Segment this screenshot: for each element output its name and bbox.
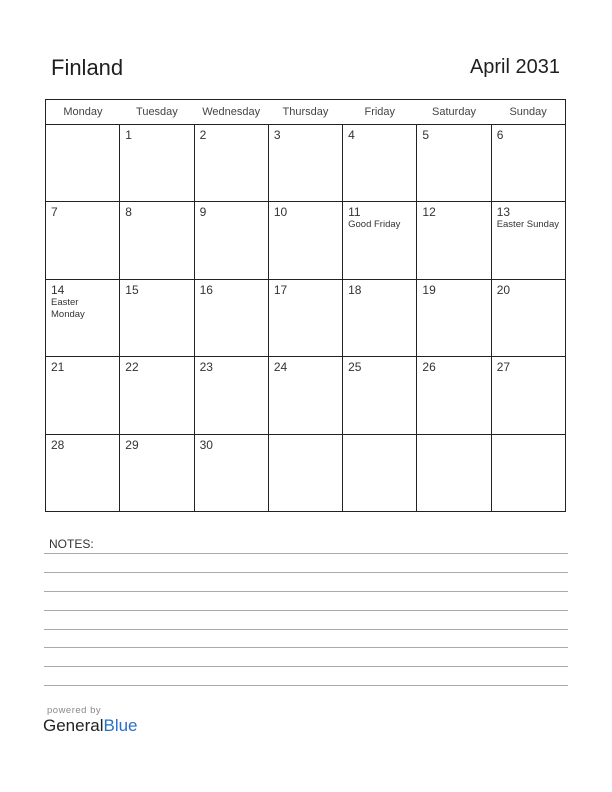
day-cell bbox=[268, 279, 342, 356]
note-line bbox=[44, 629, 568, 630]
calendar-body bbox=[46, 125, 566, 512]
day-cell bbox=[46, 202, 120, 279]
day-number: 19 bbox=[422, 282, 436, 297]
day-number: 8 bbox=[125, 205, 132, 220]
day-cell bbox=[417, 279, 491, 356]
day-cell bbox=[417, 202, 491, 279]
note-line bbox=[44, 647, 568, 648]
day-cell bbox=[194, 202, 268, 279]
day-cell bbox=[268, 357, 342, 434]
day-number: 21 bbox=[51, 360, 65, 375]
week-row bbox=[46, 202, 566, 279]
day-number: 4 bbox=[348, 128, 355, 142]
day-number: 29 bbox=[125, 437, 139, 452]
week-row bbox=[46, 279, 566, 356]
day-number: 18 bbox=[348, 282, 362, 297]
weekday-header: Thursday bbox=[268, 100, 342, 125]
day-number: 2 bbox=[199, 128, 207, 142]
weekday-header: Monday bbox=[46, 100, 120, 125]
day-number: 28 bbox=[51, 437, 65, 452]
note-line bbox=[44, 553, 568, 554]
logo-blue-text: Blue bbox=[103, 716, 138, 735]
day-cell bbox=[343, 125, 417, 202]
day-number: 12 bbox=[422, 205, 436, 220]
day-cell bbox=[417, 434, 491, 511]
note-line bbox=[44, 572, 568, 573]
day-cell bbox=[491, 125, 565, 202]
logo-general-text: General bbox=[43, 716, 104, 735]
note-line bbox=[44, 610, 568, 611]
day-number: 5 bbox=[422, 128, 430, 142]
notes-label: NOTES: bbox=[49, 537, 94, 551]
day-cell bbox=[343, 279, 417, 356]
powered-by-text: powered by bbox=[47, 705, 102, 716]
day-cell bbox=[46, 125, 120, 202]
day-number: 24 bbox=[273, 360, 288, 375]
day-number: 1 bbox=[125, 128, 132, 142]
day-number: 22 bbox=[125, 360, 139, 375]
weekday-header: Wednesday bbox=[194, 100, 268, 125]
holiday-label: Easter Sunday bbox=[496, 219, 560, 231]
week-row bbox=[46, 125, 566, 202]
day-cell bbox=[491, 279, 565, 356]
day-number: 23 bbox=[199, 360, 213, 375]
day-number: 14 bbox=[51, 282, 65, 297]
holiday-label: Good Friday bbox=[348, 219, 401, 231]
day-cell bbox=[120, 125, 194, 202]
day-number: 10 bbox=[273, 205, 288, 220]
day-number: 16 bbox=[199, 282, 213, 297]
day-cell bbox=[417, 357, 491, 434]
note-line bbox=[44, 685, 568, 686]
weekday-header-row bbox=[46, 100, 566, 125]
month-year-title: April 2031 bbox=[469, 56, 560, 78]
day-cell bbox=[120, 434, 194, 511]
day-cell bbox=[46, 279, 120, 356]
day-cell bbox=[491, 434, 565, 511]
day-number: 9 bbox=[199, 205, 207, 220]
note-line bbox=[44, 591, 568, 592]
day-number: 13 bbox=[496, 205, 511, 220]
day-cell bbox=[343, 202, 417, 279]
day-cell bbox=[491, 357, 565, 434]
day-cell bbox=[268, 125, 342, 202]
day-number: 17 bbox=[273, 282, 288, 297]
day-cell bbox=[343, 357, 417, 434]
weekday-header: Tuesday bbox=[120, 100, 194, 125]
holiday-label: Easter Monday bbox=[51, 296, 85, 320]
day-cell bbox=[417, 125, 491, 202]
day-number: 11 bbox=[348, 205, 361, 220]
calendar-grid bbox=[45, 99, 566, 512]
day-number: 27 bbox=[496, 360, 511, 375]
day-cell bbox=[194, 125, 268, 202]
day-cell bbox=[194, 279, 268, 356]
day-cell bbox=[194, 357, 268, 434]
day-number: 15 bbox=[125, 282, 139, 297]
day-number: 30 bbox=[199, 437, 213, 452]
day-cell bbox=[268, 202, 342, 279]
day-number: 3 bbox=[273, 128, 281, 142]
day-cell bbox=[46, 434, 120, 511]
day-number: 25 bbox=[348, 360, 362, 375]
day-cell bbox=[268, 434, 342, 511]
day-cell bbox=[491, 202, 565, 279]
note-line bbox=[44, 666, 568, 667]
day-cell bbox=[120, 357, 194, 434]
generalblue-logo bbox=[43, 716, 138, 736]
day-cell bbox=[46, 357, 120, 434]
weekday-header: Saturday bbox=[417, 100, 491, 125]
weekday-header: Sunday bbox=[491, 100, 565, 125]
country-title: Finland bbox=[51, 55, 124, 80]
weekday-header: Friday bbox=[343, 100, 417, 125]
day-cell bbox=[120, 202, 194, 279]
day-cell bbox=[194, 434, 268, 511]
day-number: 7 bbox=[51, 205, 58, 220]
day-number: 26 bbox=[422, 360, 436, 375]
day-cell bbox=[343, 434, 417, 511]
day-cell bbox=[120, 279, 194, 356]
day-number: 20 bbox=[496, 282, 511, 297]
week-row bbox=[46, 357, 566, 434]
week-row bbox=[46, 434, 566, 511]
day-number: 6 bbox=[496, 128, 504, 142]
